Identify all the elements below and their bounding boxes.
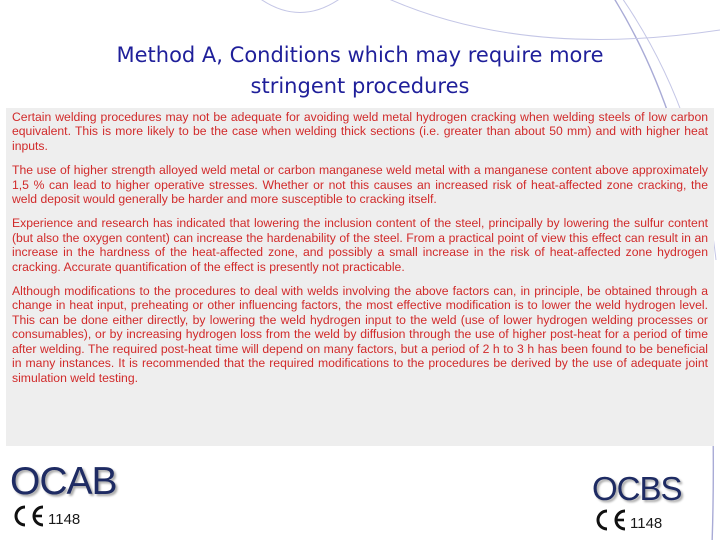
ce-marking-icon [10, 504, 46, 528]
ocab-logo-text: OCAB [10, 460, 117, 503]
ocbs-logo [592, 472, 682, 532]
paragraph-2: The use of higher strength alloyed weld metal or carbon manganese weld metal with a manganese content above approximately 1,5 % can lead to higher operative stresses. Whether or not this causes an increased risk of heat-affected zone cracking, the weld deposit would generally be harder and more susceptible to cracking itself. [12, 163, 708, 207]
title-line-1: Method A, Conditions which may require more [116, 43, 604, 67]
ocbs-notified-body-number: 1148 [630, 515, 663, 532]
ce-marking-icon [592, 508, 628, 532]
ocab-ce-group [10, 504, 117, 528]
ocbs-ce-group [592, 508, 682, 532]
ocab-logo [10, 462, 117, 528]
ocbs-logo-text: OCBS [592, 470, 682, 507]
ocab-notified-body-number: 1148 [48, 511, 81, 528]
paragraph-3: Experience and research has indicated that lowering the inclusion content of the steel, principally by lowering the sulfur content (but also the oxygen content) can increase the hardenability of the steel. From a practical point of view this effect can result in an increase in the hardness of the heat-affected zone, and possibly a small increase in the risk of heat-affected zone hydrogen cracking. Accurate quantification of the effect is presently not practicable. [12, 216, 708, 274]
paragraph-1: Certain welding procedures may not be adequate for avoiding weld metal hydrogen cracking when welding steels of low carbon equivalent. This is more likely to be the case when welding thick sections (i.e. greater than about 50 mm) and with higher heat inputs. [12, 110, 708, 153]
title-line-2: stringent procedures [250, 74, 470, 98]
body-text-box [6, 108, 714, 446]
paragraph-4: Although modifications to the procedures to deal with welds involving the above factors can, in principle, be obtained through a change in heat input, preheating or other influencing factors, the most effective modification is to lower the weld hydrogen level. This can be done either directly, by lowering the weld hydrogen input to the weld (use of lower hydrogen welding processes or consumables), or by increasing hydrogen loss from the weld by diffusion through the use of higher post-heat for a period of time after welding. The required post-heat time will depend on many factors, but a period of 2 h to 3 h has been found to be beneficial in many instances. It is recommended that the required modifications to the procedures be derived by the use of adequate joint simulation weld testing. [12, 284, 708, 385]
slide-title [40, 40, 680, 102]
